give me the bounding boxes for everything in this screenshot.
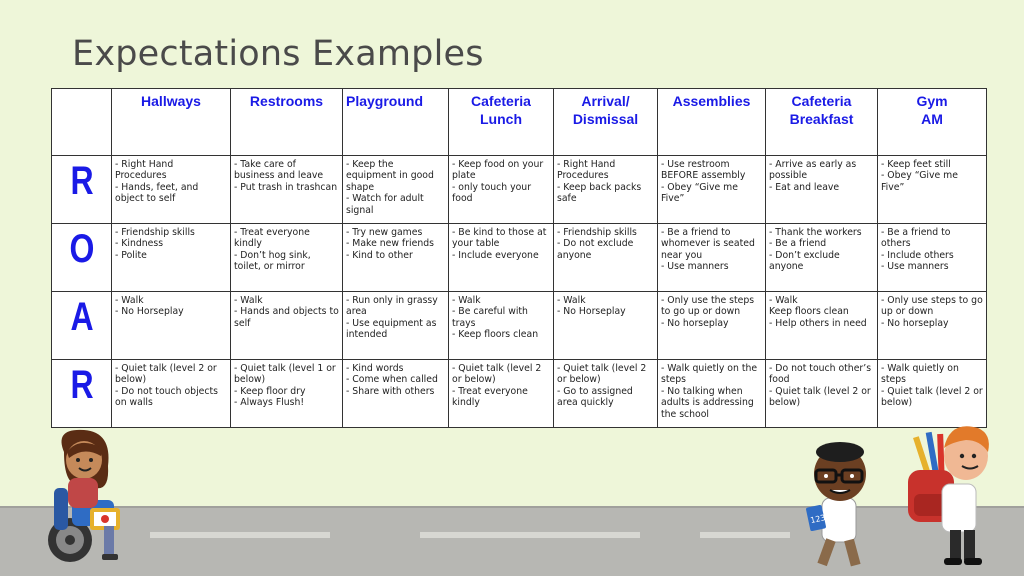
table-cell: - Kind words - Come when called - Share with others bbox=[343, 360, 449, 428]
column-header-playground: Playground bbox=[343, 89, 449, 156]
expectations-table bbox=[51, 88, 987, 428]
table-cell: - Walk quietly on the steps - No talking when adults is addressing the school bbox=[658, 360, 766, 428]
table-cell: - Keep the equipment in good shape - Watch for adult signal bbox=[343, 156, 449, 224]
table-cell: - Arrive as early as possible - Eat and leave bbox=[766, 156, 878, 224]
row-letter: O bbox=[58, 224, 106, 292]
corner-cell bbox=[52, 89, 112, 156]
table-cell: - Walk - No Horseplay bbox=[112, 292, 231, 360]
column-header-gym-am: Gym AM bbox=[878, 89, 987, 156]
floor-stripe bbox=[700, 532, 790, 538]
table-cell: - Run only in grassy area - Use equipment as intended bbox=[343, 292, 449, 360]
page-title: Expectations Examples bbox=[72, 34, 484, 74]
row-letter: R bbox=[58, 156, 106, 224]
boy-glasses-book-illustration bbox=[800, 440, 880, 576]
column-header-cafeteria-lunch: Cafeteria Lunch bbox=[449, 89, 554, 156]
table-cell: - Only use the steps to go up or down - No horseplay bbox=[658, 292, 766, 360]
table-cell: - Friendship skills - Kindness - Polite bbox=[112, 224, 231, 292]
column-header-restrooms: Restrooms bbox=[231, 89, 343, 156]
floor-stripe bbox=[150, 532, 330, 538]
table-cell: - Quiet talk (level 1 or below) - Keep floor dry - Always Flush! bbox=[231, 360, 343, 428]
table-cell: - Quiet talk (level 2 or below) - Treat everyone kindly bbox=[449, 360, 554, 428]
table-cell: - Keep feet still - Obey “Give me Five” bbox=[878, 156, 987, 224]
table-cell: - Walk - No Horseplay bbox=[554, 292, 658, 360]
table-cell: - Right Hand Procedures - Hands, feet, and object to self bbox=[112, 156, 231, 224]
row-letter: A bbox=[58, 292, 106, 360]
table-row-r-respect bbox=[52, 156, 987, 224]
table-cell: - Do not touch other’s food - Quiet talk (level 2 or below) bbox=[766, 360, 878, 428]
table-cell: - Quiet talk (level 2 or below) - Go to assigned area quickly bbox=[554, 360, 658, 428]
row-letter: R bbox=[58, 360, 106, 428]
table-cell: - Be kind to those at your table - Include everyone bbox=[449, 224, 554, 292]
table-row-a bbox=[52, 292, 987, 360]
table-cell: - Walk Keep floors clean - Help others in need bbox=[766, 292, 878, 360]
column-header-assemblies: Assemblies bbox=[658, 89, 766, 156]
table-cell: - Treat everyone kindly - Don’t hog sink, toilet, or mirror bbox=[231, 224, 343, 292]
table-cell: - Walk - Hands and objects to self bbox=[231, 292, 343, 360]
table-cell: - Friendship skills - Do not exclude anyone bbox=[554, 224, 658, 292]
table-cell: - Try new games - Make new friends - Kind to other bbox=[343, 224, 449, 292]
table-cell: - Be a friend to whomever is seated near you - Use manners bbox=[658, 224, 766, 292]
table-cell: - Be a friend to others - Include others - Use manners bbox=[878, 224, 987, 292]
header-row bbox=[52, 89, 987, 156]
floor-stripe bbox=[420, 532, 640, 538]
svg-text:123: 123 bbox=[809, 513, 827, 526]
table-cell: - Walk quietly on steps - Quiet talk (level 2 or below) bbox=[878, 360, 987, 428]
table-cell: - Use restroom BEFORE assembly - Obey “Give me Five” bbox=[658, 156, 766, 224]
column-header-cafeteria-breakfast: Cafeteria Breakfast bbox=[766, 89, 878, 156]
table-row-o bbox=[52, 224, 987, 292]
column-header-arrival-dismissal: Arrival/ Dismissal bbox=[554, 89, 658, 156]
girl-wheelchair-illustration bbox=[34, 428, 134, 568]
table-cell: - Right Hand Procedures - Keep back packs safe bbox=[554, 156, 658, 224]
column-header-hallways: Hallways bbox=[112, 89, 231, 156]
table-cell: - Quiet talk (level 2 or below) - Do not touch objects on walls bbox=[112, 360, 231, 428]
table-cell: - Walk - Be careful with trays - Keep floors clean bbox=[449, 292, 554, 360]
table-cell: - Only use steps to go up or down - No horseplay bbox=[878, 292, 987, 360]
table-cell: - Keep food on your plate - only touch your food bbox=[449, 156, 554, 224]
table-cell: - Take care of business and leave - Put trash in trashcan bbox=[231, 156, 343, 224]
table-cell: - Thank the workers - Be a friend - Don’t exclude anyone bbox=[766, 224, 878, 292]
table-row-r bbox=[52, 360, 987, 428]
boy-backpack-pencils-illustration bbox=[900, 414, 1010, 570]
